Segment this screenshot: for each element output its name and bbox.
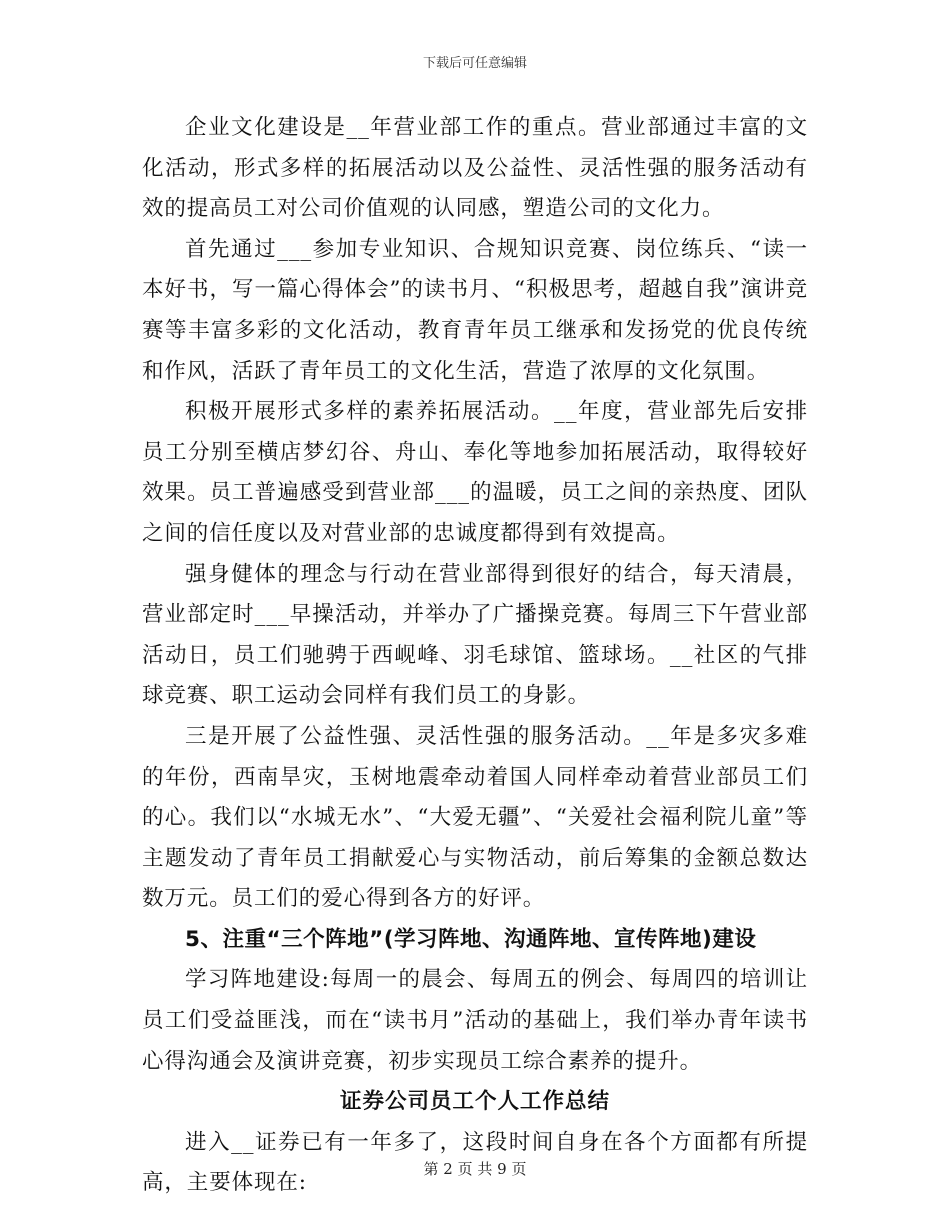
paragraph-fitness: 强身健体的理念与行动在营业部得到很好的结合，每天清晨，营业部定时___早操活动，并举办了广播操竞赛。每周三下午营业部活动日，员工们驰骋于西岘峰、羽毛球馆、篮球场。__社区的气排球竞赛、职工运动会同样有我们员工的身影。 — [142, 561, 808, 709]
section-title-summary: 证券公司员工个人工作总结 — [339, 1089, 610, 1115]
document-body — [142, 108, 808, 1204]
header-note: 下载后可任意编辑 — [422, 56, 527, 71]
section-heading-three-fronts: 5、注重“三个阵地”(学习阵地、沟通阵地、宣传阵地)建设 — [185, 926, 757, 952]
paragraph-public-service: 三是开展了公益性强、灵活性强的服务活动。__年是多灾多难的年份，西南旱灾，玉树地震牵动着国人同样牵动着营业部员工们的心。我们以“水城无水”、“大爱无疆”、“关爱社会福利院儿童”等主题发动了青年员工捐献爱心与实物活动，前后筹集的金额总数达数万元。员工们的爱心得到各方的好评。 — [142, 723, 808, 912]
paragraph-culture-intro: 企业文化建设是__年营业部工作的重点。营业部通过丰富的文化活动，形式多样的拓展活动以及公益性、灵活性强的服务活动有效的提高员工对公司价值观的认同感，塑造公司的文化力。 — [142, 115, 808, 222]
paragraph-culture-activities: 首先通过___参加专业知识、合规知识竞赛、岗位练兵、“读一本好书，写一篇心得体会”的读书月、“积极思考，超越自我”演讲竞赛等丰富多彩的文化活动，教育青年员工继承和发扬党的优良传统和作风，活跃了青年员工的文化生活，营造了浓厚的文化氛围。 — [142, 236, 808, 384]
paragraph-learning-front: 学习阵地建设:每周一的晨会、每周五的例会、每周四的培训让员工们受益匪浅，而在“读书月”活动的基础上，我们举办青年读书心得沟通会及演讲竞赛，初步实现员工综合素养的提升。 — [142, 967, 808, 1074]
paragraph-outreach-activities: 积极开展形式多样的素养拓展活动。__年度，营业部先后安排员工分别至横店梦幻谷、舟山、奉化等地参加拓展活动，取得较好效果。员工普遍感受到营业部___的温暖，员工之间的亲热度、团队之间的信任度以及对营业部的忠诚度都得到有效提高。 — [142, 399, 808, 546]
paragraph-summary-intro: 进入__证券已有一年多了，这段时间自身在各个方面都有所提高，主要体现在: — [142, 1129, 808, 1196]
page-number: 第 2 页 共 9 页 — [423, 1160, 527, 1178]
